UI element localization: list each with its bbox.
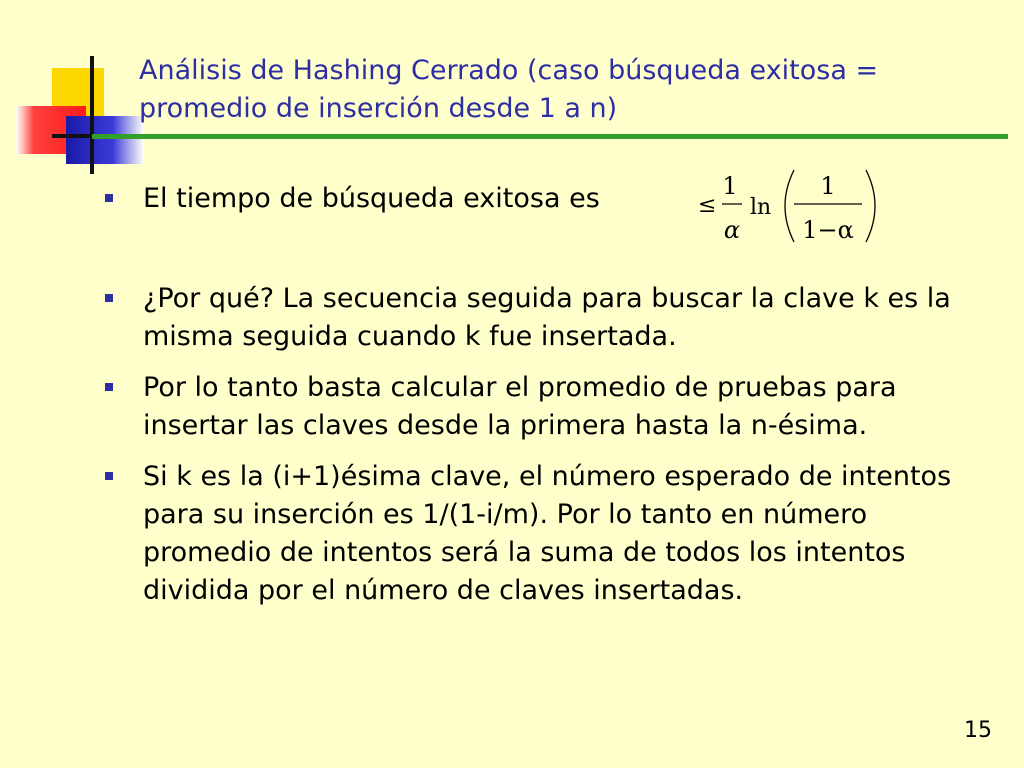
page-number: 15 — [964, 718, 992, 743]
formula-function: ln — [750, 195, 772, 220]
bullet-text: Si k es la (i+1)ésima clave, el número esperado de intentos para su inserción es 1/(1-i/m). Por lo tanto en número promedio de intentos será la suma de todos los intentos dividida por el número de claves insertadas. — [143, 461, 952, 606]
bullet-marker — [105, 294, 113, 302]
bullet-text: El tiempo de búsqueda exitosa es — [143, 183, 600, 214]
formula — [690, 162, 890, 250]
formula-relation: ≤ — [698, 193, 717, 218]
bullet-item — [105, 369, 995, 445]
slide-title: Análisis de Hashing Cerrado (caso búsqueda exitosa = promedio de inserción desde 1 a n) — [139, 55, 879, 124]
bullet-marker — [105, 383, 113, 391]
formula-right-paren — [866, 170, 875, 242]
formula-inner-denominator: 1−α — [802, 216, 854, 244]
formula-inner-numerator: 1 — [820, 172, 836, 200]
bullet-marker — [105, 472, 113, 480]
formula-left-paren — [785, 170, 794, 242]
bullet-text: ¿Por qué? La secuencia seguida para buscar la clave k es la misma seguida cuando k fue insertada. — [143, 283, 951, 352]
bullet-marker — [105, 194, 113, 202]
formula-outer-denominator: α — [723, 216, 741, 244]
formula-outer-numerator: 1 — [722, 172, 738, 200]
bullet-item — [105, 458, 995, 610]
bullet-text: Por lo tanto basta calcular el promedio de pruebas para insertar las claves desde la primera hasta la n-ésima. — [143, 372, 897, 441]
bullet-item — [105, 280, 995, 356]
